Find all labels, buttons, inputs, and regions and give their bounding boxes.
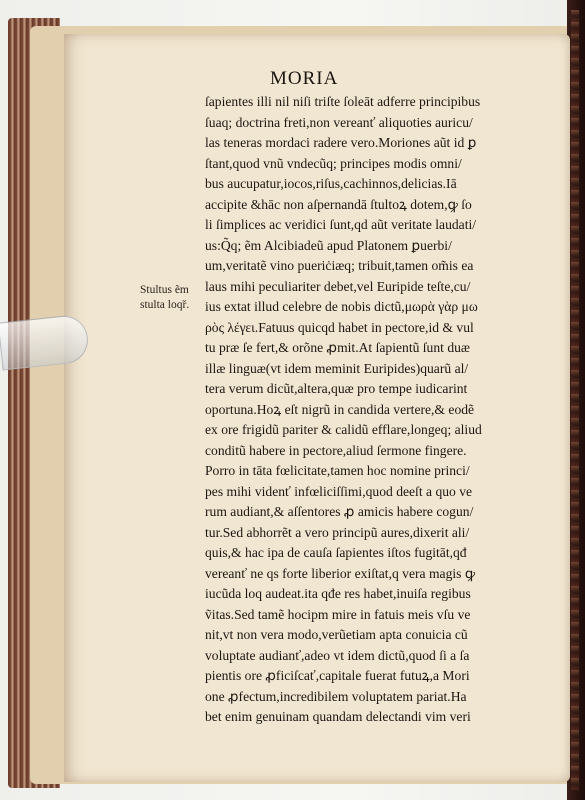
text-line: rum audiant,& aſſentores ꝓ amicis habere cogun/ <box>205 504 474 519</box>
text-line: quis,& hac ipa de cauſa ſapientes iſtos fugitāt,qđ <box>205 545 467 560</box>
text-line: voluptate audianť,adeo vt idem dictũ,quod ſi a ſa <box>205 647 470 663</box>
text-line: iucũda loq audeat.ita qđe res habet,inuiſa regibus <box>205 586 471 601</box>
text-line: tur.Sed abhorrẽt a vero principũ aures,dixerit ali/ <box>205 524 470 540</box>
text-line: las teneras mordaci radere vero.Moriones aũt id ꝑ <box>205 135 477 150</box>
text-line: illæ linguæ(vt idem meminit Euripides)quarũ al/ <box>205 360 469 376</box>
text-line: oportuna.Hoꝝ eſt nigrũ in candida vertere,& eodẽ <box>205 401 475 417</box>
text-line: ſapientes illi nil niſi triſte ſoleāt adferre principibus <box>205 94 481 109</box>
text-line: ṽitas.Sed tamẽ hocipm mire in fatuis meis vſu ve <box>205 606 471 622</box>
text-line: laus mihi peculiariter debet,vel Euripide teſte,cu/ <box>205 278 471 294</box>
text-line: bus aucupatur,iocos,riſus,cachinnos,delicias.Iā <box>205 176 457 191</box>
text-line: one ꝓfectum,incredibilem voluptatem pariat.Ha <box>205 688 467 704</box>
text-line: Porro in tāta fœlicitate,tamen hoc nomine princi/ <box>205 463 470 478</box>
marginal-note-line: Stultus ẽm <box>140 284 189 296</box>
text-line: ex ore frigidũ pariter & calidũ efflare,longeq; aliud <box>205 422 482 437</box>
text-block <box>205 92 531 728</box>
text-line: us:Q̃q; ẽm Alcibiadeũ apud Platonem ꝑuerbi/ <box>205 237 452 253</box>
text-line: ſuaq; doctrina freti,non vereanť aliquoties auricu/ <box>205 114 473 130</box>
text-line: ρὸς λέγει.Fatuus quicqd habet in pectore,id & vul <box>205 319 474 335</box>
running-head: MORIA <box>270 68 339 89</box>
text-line: um,veritatẽ vino pueriċiæq; tribuit,tamen om̃is ea <box>205 258 474 273</box>
text-line: conditũ habere in pectore,aliud ſermone fingere. <box>205 442 467 458</box>
text-line: nit,vt non vera modo,verũetiam apta conuicia cũ <box>205 627 468 642</box>
marginal-note <box>140 283 202 313</box>
text-line: ſtant,quod vnũ vndecũq; principes modis omni/ <box>205 155 462 171</box>
text-line: accipite &hāc non aſpernandā ſtultoꝝ dotem,ꝙ ſo <box>205 196 472 212</box>
text-line: tera verum dicũt,altera,quæ pro tempe iudicarint <box>205 381 468 396</box>
text-line: vereanť ne qs forte liberior exiſtat,q vera magis ꝙ <box>205 565 476 581</box>
text-line: bet enim genuinam quandam delectandi vim veri <box>205 709 471 724</box>
text-line: tu præ ſe fert,& orõne ꝓmit.At ſapientũ ſunt duæ <box>205 340 470 355</box>
text-line: ius extat illud celebre de nobis dictũ,μωρὰ γὰρ μω <box>205 299 478 314</box>
text-line: li ſimplices ac veridici ſunt,qd aũt veritate laudati/ <box>205 217 477 232</box>
text-line: pes mihi videnť infœliciſſimi,quod deeſt a quo ve <box>205 483 473 499</box>
text-line: pientis ore ꝓficiſcať,capitale fuerat futuꝝ,a Mori <box>205 668 470 683</box>
marginal-note-line: stulta loqř. <box>140 299 190 311</box>
